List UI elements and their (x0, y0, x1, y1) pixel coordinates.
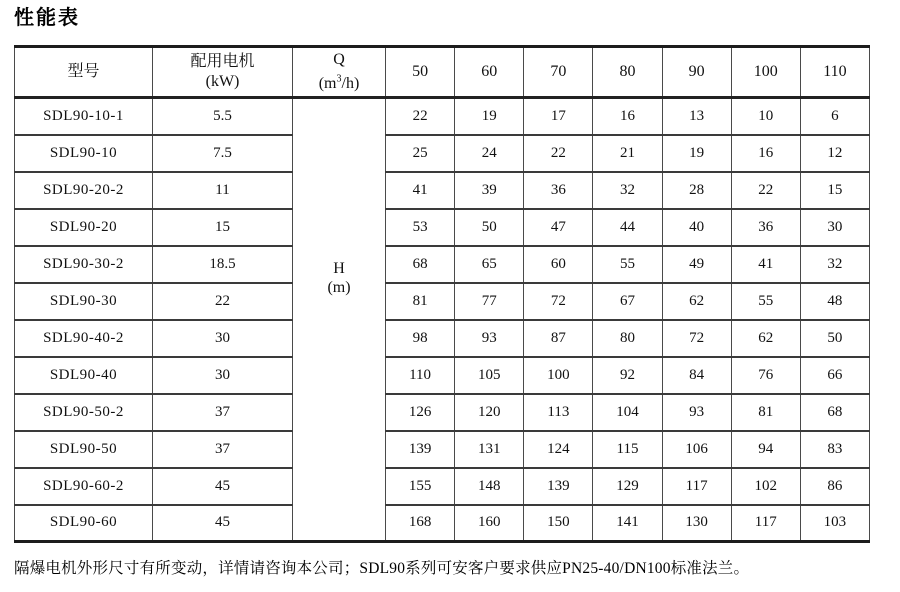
head-value-cell: 98 (386, 320, 455, 357)
head-value-cell: 168 (386, 505, 455, 542)
power-cell: 5.5 (153, 98, 293, 135)
head-value-cell: 117 (731, 505, 800, 542)
table-body (15, 98, 870, 542)
head-value-cell: 28 (662, 172, 731, 209)
head-value-cell: 6 (800, 98, 869, 135)
header-flow-value: 90 (662, 47, 731, 98)
head-value-cell: 115 (593, 431, 662, 468)
head-value-cell: 126 (386, 394, 455, 431)
head-value-cell: 25 (386, 135, 455, 172)
header-motor-power (153, 47, 293, 98)
table-row (15, 468, 870, 505)
performance-table (14, 45, 870, 543)
head-value-cell: 12 (800, 135, 869, 172)
head-value-cell: 24 (455, 135, 524, 172)
head-value-cell: 148 (455, 468, 524, 505)
model-cell: SDL90-30-2 (15, 246, 153, 283)
header-flow-value: 70 (524, 47, 593, 98)
head-value-cell: 84 (662, 357, 731, 394)
power-cell: 15 (153, 209, 293, 246)
head-value-cell: 62 (662, 283, 731, 320)
page-title: 性能表 (14, 7, 80, 29)
head-value-cell: 93 (455, 320, 524, 357)
power-cell: 45 (153, 505, 293, 542)
head-value-cell: 81 (731, 394, 800, 431)
header-flow-value: 60 (455, 47, 524, 98)
head-value-cell: 141 (593, 505, 662, 542)
head-value-cell: 21 (593, 135, 662, 172)
q-symbol: Q (333, 50, 345, 68)
head-value-cell: 22 (524, 135, 593, 172)
head-value-cell: 41 (386, 172, 455, 209)
head-value-cell: 103 (800, 505, 869, 542)
head-value-cell: 94 (731, 431, 800, 468)
head-value-cell: 41 (731, 246, 800, 283)
table-row (15, 246, 870, 283)
head-value-cell: 16 (593, 98, 662, 135)
header-motor-line2: (kW) (205, 73, 240, 90)
header-motor-line1: 配用电机 (190, 53, 255, 70)
head-value-cell: 113 (524, 394, 593, 431)
table-row (15, 505, 870, 542)
head-value-cell: 19 (662, 135, 731, 172)
head-value-cell: 150 (524, 505, 593, 542)
model-cell: SDL90-50 (15, 431, 153, 468)
head-value-cell: 60 (524, 246, 593, 283)
table-row (15, 172, 870, 209)
head-value-cell: 50 (455, 209, 524, 246)
model-cell: SDL90-20 (15, 209, 153, 246)
table-row (15, 135, 870, 172)
header-row (15, 47, 870, 98)
header-flow-value: 100 (731, 47, 800, 98)
head-value-cell: 65 (455, 246, 524, 283)
model-cell: SDL90-60-2 (15, 468, 153, 505)
footnote: 隔爆电机外形尺寸有所变动，详情请咨询本公司；SDL90系列可安客户要求供应PN25-40/DN100标准法兰。 (14, 560, 750, 577)
header-flow-q (293, 47, 386, 98)
header-flow-value: 110 (800, 47, 869, 98)
power-cell: 45 (153, 468, 293, 505)
head-value-cell: 32 (800, 246, 869, 283)
power-cell: 37 (153, 431, 293, 468)
head-value-cell: 124 (524, 431, 593, 468)
model-cell: SDL90-10 (15, 135, 153, 172)
header-model: 型号 (15, 47, 153, 98)
head-value-cell: 49 (662, 246, 731, 283)
q-unit: $(m^3/h)$ (318, 73, 360, 93)
head-value-cell: 19 (455, 98, 524, 135)
head-value-cell: 139 (386, 431, 455, 468)
head-value-cell: 68 (800, 394, 869, 431)
head-value-cell: 48 (800, 283, 869, 320)
head-value-cell: 50 (800, 320, 869, 357)
head-value-cell: 68 (386, 246, 455, 283)
model-cell: SDL90-30 (15, 283, 153, 320)
head-value-cell: 32 (593, 172, 662, 209)
power-cell: 7.5 (153, 135, 293, 172)
head-value-cell: 160 (455, 505, 524, 542)
head-value-cell: 110 (386, 357, 455, 394)
head-value-cell: 13 (662, 98, 731, 135)
head-value-cell: 40 (662, 209, 731, 246)
head-value-cell: 53 (386, 209, 455, 246)
head-value-cell: 44 (593, 209, 662, 246)
model-cell: SDL90-40 (15, 357, 153, 394)
table-row (15, 209, 870, 246)
head-value-cell: 105 (455, 357, 524, 394)
head-value-cell: 102 (731, 468, 800, 505)
head-value-cell: 87 (524, 320, 593, 357)
model-cell: SDL90-20-2 (15, 172, 153, 209)
head-value-cell: 39 (455, 172, 524, 209)
head-value-cell: 130 (662, 505, 731, 542)
table-row (15, 283, 870, 320)
head-value-cell: 62 (731, 320, 800, 357)
table-row (15, 431, 870, 468)
power-cell: 11 (153, 172, 293, 209)
head-value-cell: 106 (662, 431, 731, 468)
head-value-cell: 92 (593, 357, 662, 394)
head-value-cell: 47 (524, 209, 593, 246)
head-value-cell: 72 (524, 283, 593, 320)
head-value-cell: 36 (524, 172, 593, 209)
model-cell: SDL90-60 (15, 505, 153, 542)
head-value-cell: 80 (593, 320, 662, 357)
head-value-cell: 22 (731, 172, 800, 209)
head-value-cell: 100 (524, 357, 593, 394)
head-value-cell: 131 (455, 431, 524, 468)
model-cell: SDL90-40-2 (15, 320, 153, 357)
head-value-cell: 55 (593, 246, 662, 283)
head-value-cell: 117 (662, 468, 731, 505)
head-value-cell: 129 (593, 468, 662, 505)
table-row (15, 357, 870, 394)
head-value-cell: 16 (731, 135, 800, 172)
model-cell: SDL90-50-2 (15, 394, 153, 431)
table-row (15, 394, 870, 431)
table-row (15, 320, 870, 357)
head-value-cell: 139 (524, 468, 593, 505)
head-value-cell: 76 (731, 357, 800, 394)
head-value-cell: 77 (455, 283, 524, 320)
power-cell: 30 (153, 357, 293, 394)
head-value-cell: 55 (731, 283, 800, 320)
head-value-cell: 17 (524, 98, 593, 135)
head-value-cell: 10 (731, 98, 800, 135)
head-value-cell: 120 (455, 394, 524, 431)
head-value-cell: 15 (800, 172, 869, 209)
header-flow-value: 80 (593, 47, 662, 98)
power-cell: 30 (153, 320, 293, 357)
table-header (15, 47, 870, 98)
head-value-cell: 67 (593, 283, 662, 320)
head-value-cell: 36 (731, 209, 800, 246)
head-value-cell: 30 (800, 209, 869, 246)
head-value-cell: 86 (800, 468, 869, 505)
power-cell: 18.5 (153, 246, 293, 283)
head-value-cell: 81 (386, 283, 455, 320)
head-value-cell: 22 (386, 98, 455, 135)
table-row (15, 98, 870, 135)
head-value-cell: 72 (662, 320, 731, 357)
head-unit-label: H (m) (327, 259, 351, 296)
model-cell: SDL90-10-1 (15, 98, 153, 135)
head-value-cell: 155 (386, 468, 455, 505)
head-value-cell: 93 (662, 394, 731, 431)
head-value-cell: 104 (593, 394, 662, 431)
header-flow-value: 50 (386, 47, 455, 98)
power-cell: 37 (153, 394, 293, 431)
head-value-cell: 66 (800, 357, 869, 394)
head-value-cell: 83 (800, 431, 869, 468)
power-cell: 22 (153, 283, 293, 320)
head-unit-cell (293, 98, 386, 542)
